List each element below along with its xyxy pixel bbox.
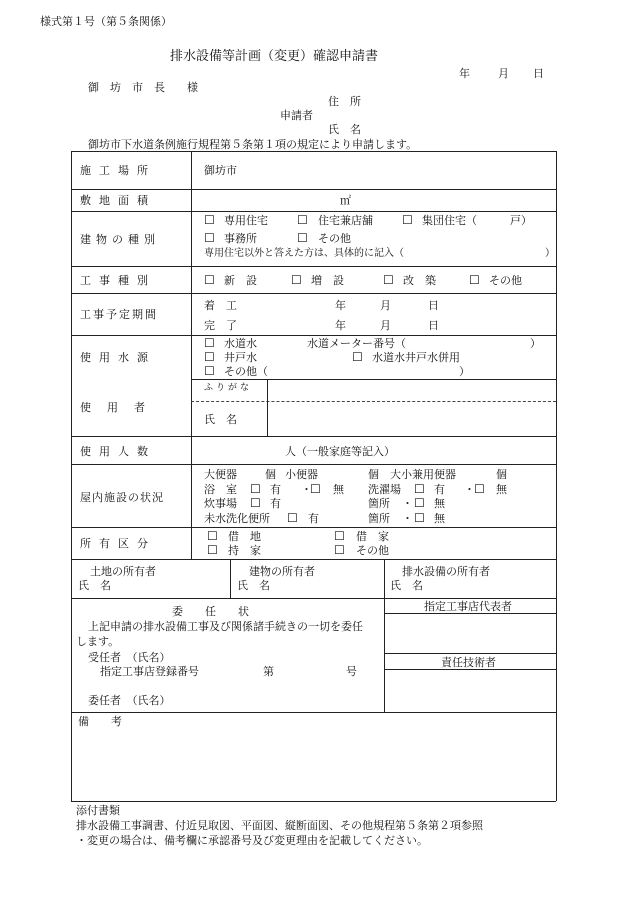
attachments-list: 排水設備工事調書、付近見取図、平面図、縦断面図、その他規程第５条第２項参照 [76, 819, 483, 832]
meter-number-label: 水道メーター番号（ [307, 337, 406, 350]
laundry-no: 無 [496, 483, 507, 496]
water-other-close: ） [459, 365, 470, 378]
combined-toilet-unit: 個 [496, 468, 507, 481]
kitchen-yes: 有 [270, 497, 281, 510]
end-month[interactable]: 月 [380, 319, 391, 332]
drainage-owner-name[interactable]: 氏 名 [390, 579, 423, 592]
agent-name-label[interactable]: 受任者 （氏名） [88, 651, 171, 664]
form-title: 排水設備等計画（変更）確認申請書 [170, 49, 379, 64]
registration-dai: 第 [263, 665, 274, 678]
end-year[interactable]: 年 [335, 319, 346, 332]
bathroom-dot: ・ [301, 483, 312, 496]
date-day: 日 [533, 67, 544, 80]
checkbox-laundry-no[interactable]: ☐ [474, 482, 485, 496]
name-label: 氏 名 [328, 123, 361, 136]
users-count-value[interactable]: 人（一般家庭等記入） [285, 445, 395, 458]
date-year: 年 [459, 67, 470, 80]
unflushed-count-unit: 箇所 [368, 512, 390, 525]
kitchen-no: 無 [434, 497, 445, 510]
checkbox-combined-water[interactable]: ☐ [352, 350, 363, 364]
schedule-label: 工事予定期間 [80, 308, 158, 321]
kitchen-count-unit: 箇所 [368, 497, 390, 510]
application-statement: 御坊市下水道条例施行規程第５条第１項の規定により申請します。 [88, 138, 418, 151]
registration-number-label: 指定工事店登録番号 [100, 665, 199, 678]
checkbox-bathroom-no[interactable]: ☐ [310, 482, 321, 496]
unflushed-no: 無 [434, 512, 445, 525]
checkbox-work-other[interactable]: ☐ [469, 273, 480, 287]
option-building-other: その他 [318, 232, 351, 245]
checkbox-laundry-yes[interactable]: ☐ [414, 482, 425, 496]
land-owner-label: 土地の所有者 [90, 565, 156, 578]
delegation-text-1: 上記申請の排水設備工事及び関係諸手続きの一切を委任 [88, 620, 363, 633]
checkbox-reconstruction[interactable]: ☐ [383, 273, 394, 287]
building-note-close: ） [545, 248, 555, 259]
users-count-label: 使用人数 [80, 445, 156, 458]
checkbox-ownership-other[interactable]: ☐ [334, 543, 345, 557]
delegation-text-2: します。 [76, 635, 120, 648]
start-day[interactable]: 日 [428, 299, 439, 312]
end-label: 完 了 [204, 319, 237, 332]
unflushed-yes: 有 [308, 512, 319, 525]
start-month[interactable]: 月 [380, 299, 391, 312]
option-office: 事務所 [224, 232, 257, 245]
drainage-owner-label: 排水設備の所有者 [402, 565, 490, 578]
checkbox-kitchen-no[interactable]: ☐ [414, 496, 425, 510]
bathroom-yes: 有 [270, 483, 281, 496]
option-rented-house: 借 家 [356, 530, 389, 543]
option-tap-water: 水道水 [224, 337, 257, 350]
site-value[interactable]: 御坊市 [204, 164, 237, 177]
checkbox-owned-house[interactable]: ☐ [207, 543, 218, 557]
combined-toilet: 大小兼用便器 [390, 468, 456, 481]
checkbox-leased-land[interactable]: ☐ [207, 529, 218, 543]
form-number: 様式第１号（第５条関係） [40, 15, 172, 28]
designated-contractor-rep-label: 指定工事店代表者 [424, 600, 512, 613]
bathroom-no: 無 [333, 483, 344, 496]
delegation-title: 委 任 状 [172, 605, 249, 618]
checkbox-tap-water[interactable]: ☐ [204, 336, 215, 350]
principal-name-label[interactable]: 委任者 （氏名） [88, 694, 171, 707]
applicant-label: 申請者 [280, 109, 313, 122]
checkbox-unflushed-yes[interactable]: ☐ [287, 511, 298, 525]
meter-number-close: ） [530, 337, 541, 350]
user-label: 使用者 [80, 401, 161, 414]
kitchen: 炊事場 [204, 497, 237, 510]
facilities-label: 屋内施設の状況 [80, 491, 164, 504]
unflushed-toilet: 未水洗化便所 [204, 512, 270, 525]
unflushed-dot: ・ [402, 512, 413, 525]
checkbox-bathroom-yes[interactable]: ☐ [250, 482, 261, 496]
checkbox-unflushed-no[interactable]: ☐ [414, 511, 425, 525]
checkbox-rented-house[interactable]: ☐ [334, 529, 345, 543]
option-water-other: その他（ [224, 365, 268, 378]
address-label: 住 所 [328, 95, 361, 108]
building-owner-name[interactable]: 氏 名 [237, 579, 270, 592]
laundry-dot: ・ [464, 483, 475, 496]
area-unit: ㎡ [340, 194, 351, 207]
option-house-shop: 住宅兼店舗 [318, 214, 373, 227]
option-owned-house: 持 家 [228, 544, 261, 557]
checkbox-kitchen-yes[interactable]: ☐ [250, 496, 261, 510]
checkbox-house-shop[interactable]: ☐ [297, 213, 308, 227]
option-extension: 増 設 [311, 274, 344, 287]
option-well-water: 井戸水 [224, 351, 257, 364]
option-new: 新 設 [224, 274, 257, 287]
addressee: 御 坊 市 長 様 [88, 81, 198, 94]
urinal-unit: 個 [368, 468, 379, 481]
furigana-label: ふりがな [204, 383, 253, 393]
building-type-label: 建物の種別 [80, 233, 160, 246]
checkbox-well-water[interactable]: ☐ [204, 350, 215, 364]
area-label: 敷地面積 [80, 194, 156, 207]
checkbox-exclusive-housing[interactable]: ☐ [204, 213, 215, 227]
option-combined-water: 水道水井戸水併用 [372, 351, 460, 364]
option-reconstruction: 改 築 [403, 274, 436, 287]
work-type-label: 工事種別 [80, 274, 156, 287]
option-leased-land: 借 地 [228, 530, 261, 543]
households-unit: 戸） [510, 214, 532, 227]
checkbox-extension[interactable]: ☐ [291, 273, 302, 287]
building-other-note: 専用住宅以外と答えた方は、具体的に記入（ [204, 248, 404, 259]
user-name-label: 氏 名 [204, 413, 237, 426]
laundry: 洗濯場 [368, 483, 401, 496]
date-month: 月 [498, 67, 509, 80]
checkbox-water-other[interactable]: ☐ [204, 364, 215, 378]
checkbox-new[interactable]: ☐ [204, 273, 215, 287]
checkbox-building-other[interactable]: ☐ [297, 231, 308, 245]
checkbox-collective-housing[interactable]: ☐ [402, 213, 413, 227]
kitchen-dot: ・ [402, 497, 413, 510]
option-work-other: その他 [489, 274, 522, 287]
change-note: ・変更の場合は、備考欄に承認番号及び変更理由を記載してください。 [76, 834, 428, 847]
site-label: 施工場所 [80, 164, 156, 177]
bathroom: 浴 室 [204, 483, 237, 496]
urinal: 小便器 [285, 468, 318, 481]
registration-go[interactable]: 号 [346, 665, 357, 678]
option-ownership-other: その他 [356, 544, 389, 557]
end-day[interactable]: 日 [428, 319, 439, 332]
attachments-title: 添付書類 [76, 804, 120, 817]
toilet-western: 大便器 [204, 468, 237, 481]
building-owner-label: 建物の所有者 [249, 565, 315, 578]
checkbox-office[interactable]: ☐ [204, 231, 215, 245]
land-owner-name[interactable]: 氏 名 [78, 579, 111, 592]
option-exclusive-housing: 専用住宅 [224, 214, 268, 227]
ownership-label: 所有区分 [80, 537, 156, 550]
start-year[interactable]: 年 [335, 299, 346, 312]
chief-engineer-label: 責任技術者 [441, 656, 496, 669]
option-collective-housing: 集団住宅（ [422, 214, 477, 227]
water-source-label: 使用水源 [80, 351, 156, 364]
remarks-label: 備 考 [78, 715, 122, 728]
toilet-western-unit: 個 [265, 468, 276, 481]
laundry-yes: 有 [434, 483, 445, 496]
start-label: 着 工 [204, 299, 237, 312]
